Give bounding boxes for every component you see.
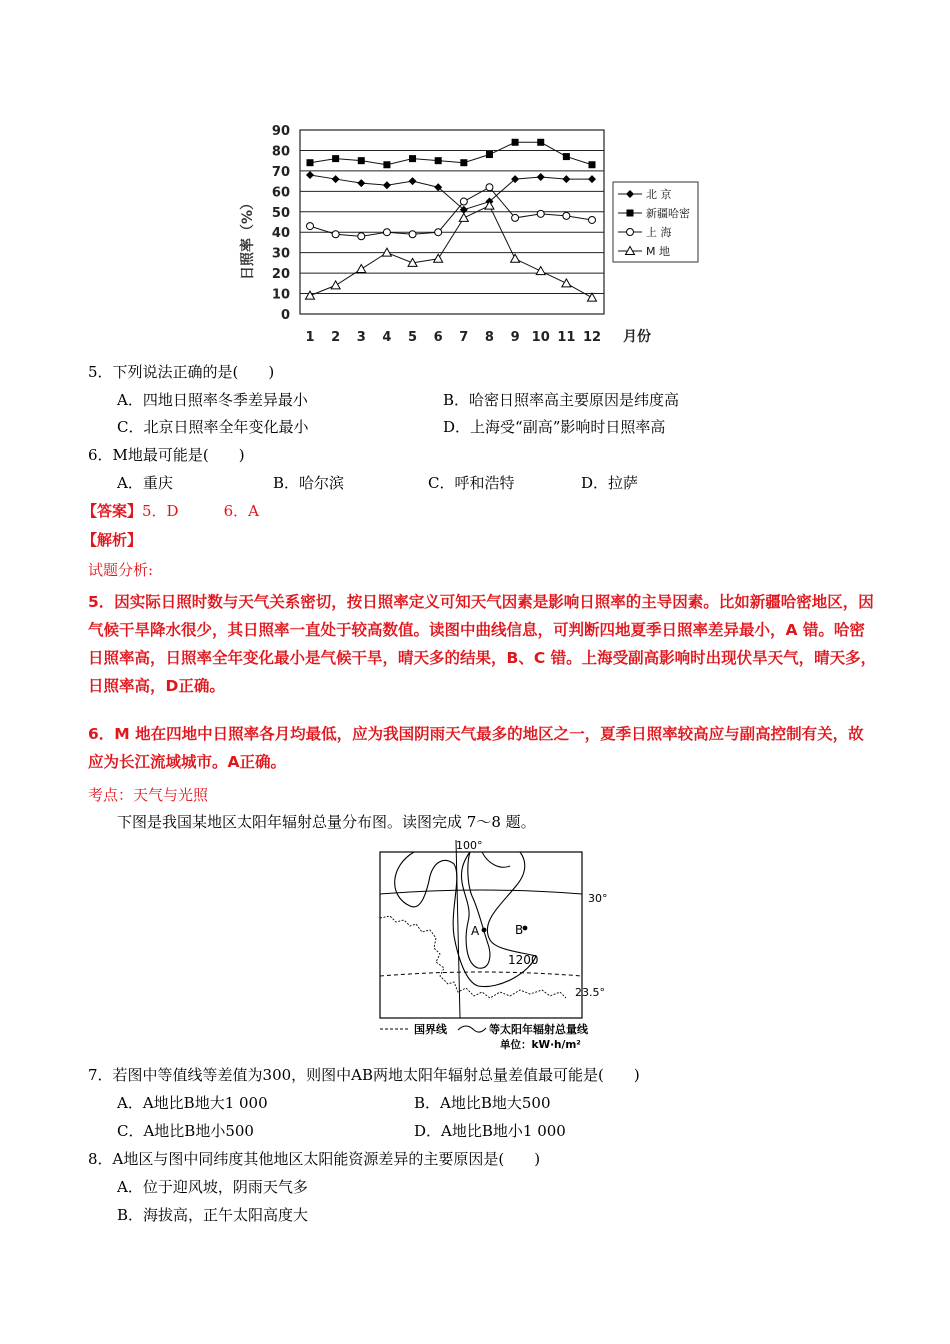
- y-tick-60: 60: [271, 185, 290, 201]
- isoline-inner: [461, 852, 489, 968]
- legend-marker-hami: [627, 210, 634, 217]
- chart-grid: [300, 130, 604, 314]
- point-hami-6: [435, 157, 442, 164]
- map-intro: 下图是我国某地区太阳年辐射总量分布图。读图完成 7～8 题。: [117, 813, 536, 831]
- q5-stem: 5．下列说法正确的是( ): [88, 363, 275, 381]
- y-tick-40: 40: [271, 226, 290, 242]
- point-shanghai-5: [409, 231, 416, 238]
- analysis-tag: 【解析】: [82, 531, 143, 549]
- point-b-label: B: [515, 923, 524, 937]
- parallel-30: [380, 890, 582, 894]
- point-hami-9: [512, 139, 519, 146]
- plot-frame: [300, 130, 604, 314]
- q6-stem: 6．M地最可能是( ): [88, 446, 245, 464]
- x-tick-9: 9: [510, 330, 520, 345]
- point-shanghai-8: [486, 184, 493, 191]
- y-tick-labels: [272, 124, 290, 323]
- answer-tag: 【答案】: [82, 502, 143, 520]
- q8-option-a[interactable]: A．位于迎风坡，阴雨天气多: [117, 1178, 308, 1196]
- legend-isoline-label: 等太阳年辐射总量线: [489, 1023, 588, 1036]
- answer-text: 5．D 6．A: [142, 502, 259, 520]
- q7-option-b[interactable]: B．A地比B地大500: [414, 1094, 551, 1112]
- point-hami-4: [383, 161, 390, 168]
- point-shanghai-10: [537, 210, 544, 217]
- lat-23-5-label: 23.5°: [575, 986, 605, 999]
- q8-option-b[interactable]: B．海拔高，正午太阳高度大: [117, 1206, 309, 1224]
- analysis-paragraph-6: 6．M 地在四地中日照率各月均最低，应为我国阴雨天气最多的地区之一，夏季日照率较高应与副高控制有关，故应为长江流域城市。A正确。: [88, 725, 864, 771]
- x-axis-label: 月份: [623, 329, 651, 345]
- point-hami-3: [358, 157, 365, 164]
- solar-radiation-map: [370, 836, 620, 1058]
- analysis-paragraph-5: 5．因实际日照时数与天气关系密切，按日照率定义可知天气因素是影响日照率的主导因素。比如新疆哈密地区，因气候干旱降水很少，其日照率一直处于较高数值。读图中曲线信息，可判断四地夏季日照率差异最小，A 错。哈密日照率高，日照率全年变化最小是气候干旱，晴天多的结果，B、C 错。上海受副高影响时出现伏旱天气，晴天多，日照率高，D正确。: [88, 593, 877, 695]
- point-shanghai-2: [332, 231, 339, 238]
- q7-option-d[interactable]: D．A地比B地小1 000: [414, 1122, 566, 1140]
- x-tick-3: 3: [356, 330, 366, 345]
- point-shanghai-11: [563, 212, 570, 219]
- point-shanghai-9: [512, 214, 519, 221]
- q6-option-c[interactable]: C．呼和浩特: [428, 474, 515, 492]
- legend-marker-shanghai: [627, 229, 634, 236]
- y-tick-0: 0: [280, 308, 290, 323]
- x-tick-1: 1: [305, 330, 315, 345]
- y-tick-30: 30: [271, 246, 290, 262]
- y-tick-10: 10: [271, 287, 290, 303]
- point-hami-12: [589, 161, 596, 168]
- q8-stem: 8．A地区与图中同纬度其他地区太阳能资源差异的主要原因是( ): [88, 1150, 541, 1168]
- x-tick-5: 5: [408, 330, 418, 345]
- point-shanghai-1: [307, 223, 314, 230]
- lat-30-label: 30°: [588, 892, 608, 905]
- x-tick-4: 4: [382, 330, 392, 345]
- x-tick-10: 10: [531, 330, 550, 345]
- point-b-dot: [523, 926, 528, 931]
- q5-option-d[interactable]: D．上海受“副高”影响时日照率高: [443, 418, 666, 436]
- q7-option-c[interactable]: C．A地比B地小500: [117, 1122, 254, 1140]
- point-hami-2: [332, 155, 339, 162]
- x-tick-12: 12: [582, 330, 602, 345]
- kaodian: 考点：天气与光照: [88, 786, 209, 804]
- sunshine-rate-chart: [230, 118, 710, 350]
- point-hami-8: [486, 151, 493, 158]
- legend-label-shanghai: 上 海: [646, 226, 672, 239]
- y-tick-50: 50: [271, 205, 290, 221]
- map-frame: [380, 852, 582, 1018]
- point-shanghai-4: [383, 229, 390, 236]
- isoline-east: [482, 852, 510, 867]
- q5-option-c[interactable]: C．北京日照率全年变化最小: [117, 418, 309, 436]
- point-hami-7: [460, 159, 467, 166]
- y-tick-90: 90: [271, 124, 290, 139]
- q7-stem: 7．若图中等值线等差值为300，则图中AB两地太阳年辐射总量差值最可能是( ): [88, 1066, 640, 1084]
- q6-option-d[interactable]: D．拉萨: [581, 474, 639, 492]
- point-shanghai-3: [358, 233, 365, 240]
- parallel-23-5: [380, 972, 582, 976]
- analysis-subtitle: 试题分析:: [88, 561, 154, 579]
- legend-label-beijing: 北 京: [646, 188, 672, 201]
- point-hami-5: [409, 155, 416, 162]
- point-a-dot: [482, 928, 487, 933]
- legend-label-hami: 新疆哈密: [646, 207, 690, 220]
- meridian-label: 100°: [456, 839, 483, 852]
- q6-option-a[interactable]: A．重庆: [117, 474, 173, 492]
- y-tick-80: 80: [271, 144, 290, 160]
- x-tick-11: 11: [557, 330, 576, 345]
- point-hami-11: [563, 153, 570, 160]
- x-tick-6: 6: [433, 330, 443, 345]
- contour-1200: 1200: [508, 953, 539, 967]
- map-unit: 单位：kW·h/m²: [500, 1039, 581, 1051]
- y-tick-20: 20: [271, 267, 290, 283]
- point-a-label: A: [471, 924, 480, 938]
- legend-isoline-sample: [458, 1026, 486, 1032]
- q5-option-b[interactable]: B．哈密日照率高主要原因是纬度高: [443, 391, 680, 409]
- x-tick-7: 7: [459, 330, 469, 345]
- q7-option-a[interactable]: A．A地比B地大1 000: [117, 1094, 268, 1112]
- y-axis-label: 日照率（%）: [240, 195, 256, 281]
- y-tick-70: 70: [271, 164, 290, 180]
- chart-legend: [613, 182, 698, 262]
- x-tick-8: 8: [484, 330, 494, 345]
- answer-line: [82, 501, 259, 521]
- point-shanghai-12: [589, 216, 596, 223]
- legend-border-label: 国界线: [414, 1023, 447, 1036]
- point-hami-10: [537, 139, 544, 146]
- point-hami-1: [307, 159, 314, 166]
- point-shanghai-6: [435, 229, 442, 236]
- point-shanghai-7: [460, 198, 467, 205]
- q6-option-b[interactable]: B．哈尔滨: [273, 474, 345, 492]
- legend-label-m-di: M 地: [646, 245, 670, 258]
- x-tick-2: 2: [331, 330, 341, 345]
- q5-option-a[interactable]: A．四地日照率冬季差异最小: [117, 391, 308, 409]
- x-tick-labels: [305, 330, 601, 345]
